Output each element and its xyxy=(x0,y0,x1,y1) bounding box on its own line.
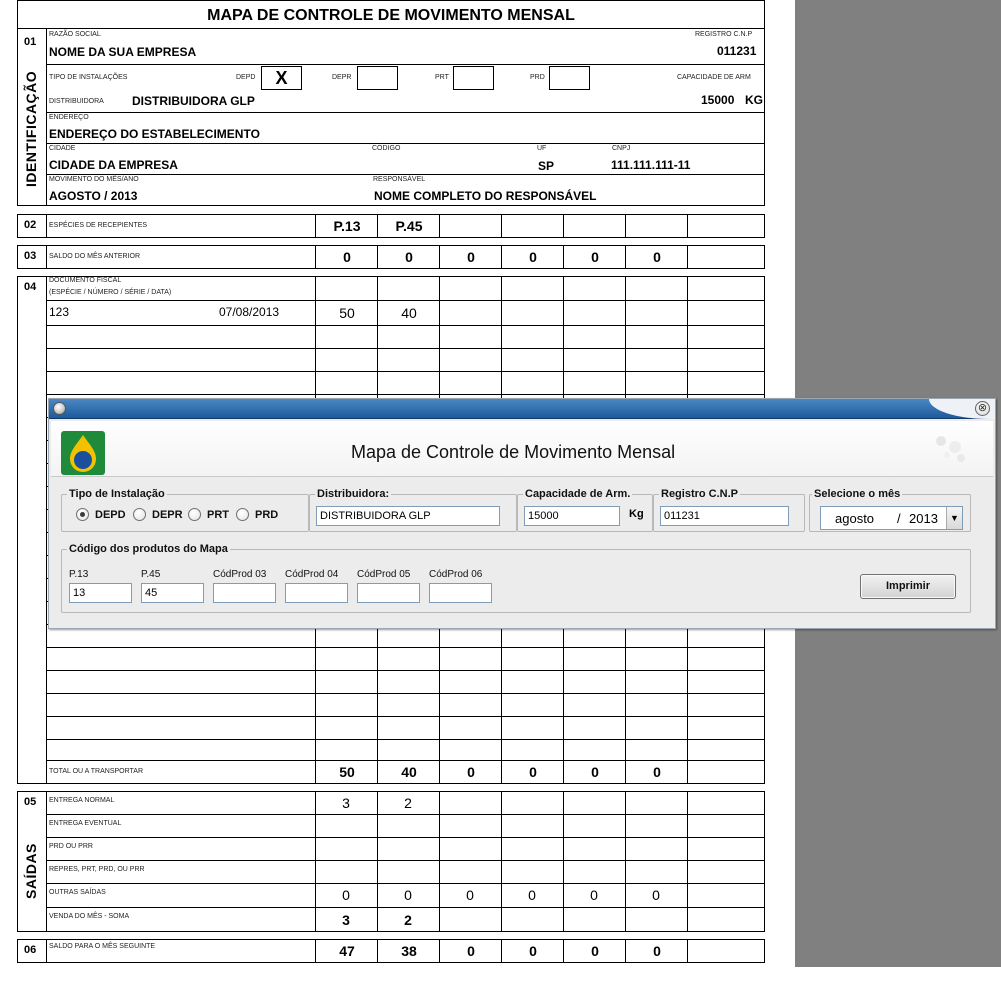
capacidade-unit-label: Kg xyxy=(629,508,644,520)
capacidade-unit: KG xyxy=(745,93,763,107)
saida-row-value: 0 xyxy=(590,887,598,903)
saldo-seguinte-value: 38 xyxy=(401,943,417,959)
movimento-value: AGOSTO / 2013 xyxy=(49,189,138,203)
radio-depd[interactable] xyxy=(76,508,89,521)
codigo-input-4[interactable] xyxy=(285,583,348,603)
cidade-label: CIDADE xyxy=(49,145,76,152)
razao-social-value: NOME DA SUA EMPRESA xyxy=(49,45,197,59)
form-title: MAPA DE CONTROLE DE MOVIMENTO MENSAL xyxy=(207,7,575,24)
tipo-instalacao-label: Tipo de Instalação xyxy=(69,488,165,500)
saldo-seguinte-cell xyxy=(687,939,749,963)
distribuidora-label: DISTRIBUIDORA xyxy=(49,98,104,105)
saldo-seguinte-cell xyxy=(315,939,377,963)
total-value: 0 xyxy=(653,764,661,780)
decoration-dots-icon xyxy=(931,433,971,463)
saida-row-value: 0 xyxy=(466,887,474,903)
saldo-seguinte-label: SALDO PARA O MÊS SEGUINTE xyxy=(49,943,156,950)
doc-fiscal-sub-label: (ESPÉCIE / NÚMERO / SÉRIE / DATA) xyxy=(49,289,172,296)
distribuidora-label: Distribuidora: xyxy=(317,488,390,500)
section-number-05: 05 xyxy=(24,796,37,808)
saida-row-label: VENDA DO MÊS - SOMA xyxy=(49,913,130,920)
total-label: TOTAL OU A TRANSPORTAR xyxy=(49,768,144,775)
endereco-label: ENDEREÇO xyxy=(49,114,89,121)
identificacao-side-label: IDENTIFICAÇÃO xyxy=(23,70,39,187)
especie-value: P.13 xyxy=(333,218,361,234)
saldo-anterior-value: 0 xyxy=(591,249,599,265)
saida-row-value: 0 xyxy=(404,887,412,903)
saldo-anterior-value: 0 xyxy=(653,249,661,265)
print-button[interactable]: Imprimir xyxy=(860,574,956,599)
saldo-seguinte-cell xyxy=(563,939,625,963)
responsavel-value: NOME COMPLETO DO RESPONSÁVEL xyxy=(374,189,597,203)
saida-row-value: 3 xyxy=(342,795,350,811)
movimento-label: MOVIMENTO DO MÊS/ANO xyxy=(49,176,139,183)
saida-row-label: REPRES, PRT, PRD, OU PRR xyxy=(49,866,145,873)
section-number-04: 04 xyxy=(24,281,37,293)
especie-value: P.45 xyxy=(395,218,423,234)
saldo-seguinte-value: 0 xyxy=(591,943,599,959)
radio-prd[interactable] xyxy=(236,508,249,521)
codigo-label: P.13 xyxy=(69,569,89,580)
saldo-seguinte-value: 0 xyxy=(653,943,661,959)
total-value: 0 xyxy=(467,764,475,780)
saldo-anterior-label: SALDO DO MÊS ANTERIOR xyxy=(49,253,141,260)
saldo-seguinte-cell xyxy=(501,939,563,963)
saida-row-label: OUTRAS SAÍDAS xyxy=(49,889,106,896)
codigo-input-2[interactable]: 45 xyxy=(141,583,204,603)
dialog-header xyxy=(51,421,993,477)
capacidade-value: 15000 xyxy=(701,93,735,107)
saldo-anterior-value: 0 xyxy=(343,249,351,265)
saida-row-label: ENTREGA EVENTUAL xyxy=(49,820,122,827)
radio-label-prt[interactable]: PRT xyxy=(207,509,229,521)
prt-label: PRT xyxy=(435,74,449,81)
radio-label-depr[interactable]: DEPR xyxy=(152,509,183,521)
tipo-instalacoes-label: TIPO DE INSTALAÇÕES xyxy=(49,74,128,81)
saldo-seguinte-cell xyxy=(377,939,439,963)
saldo-anterior-value: 0 xyxy=(405,249,413,265)
depd-checkbox: X xyxy=(261,66,302,90)
saida-row-value: 0 xyxy=(652,887,660,903)
codigo-label: CÓDIGO xyxy=(372,145,401,152)
saldo-anterior-value: 0 xyxy=(467,249,475,265)
saldo-seguinte-value: 0 xyxy=(467,943,475,959)
uf-value: SP xyxy=(538,159,555,173)
capacidade-label: CAPACIDADE DE ARM xyxy=(677,74,751,81)
total-value: 50 xyxy=(339,764,355,780)
anp-logo-icon xyxy=(61,431,105,475)
saida-row-value: 3 xyxy=(342,912,350,928)
radio-prt[interactable] xyxy=(188,508,201,521)
config-dialog-window xyxy=(48,398,996,629)
month-select[interactable] xyxy=(820,506,963,530)
year-value: 2013 xyxy=(909,511,938,526)
registro-value: 011231 xyxy=(717,44,757,58)
section-number-03: 03 xyxy=(24,250,37,262)
capacidade-label: Capacidade de Arm. xyxy=(525,488,631,500)
total-value: 0 xyxy=(529,764,537,780)
saida-row-value: 0 xyxy=(342,887,350,903)
saldo-seguinte-cell xyxy=(439,939,501,963)
saida-row-value: 2 xyxy=(404,795,412,811)
saldo-anterior-value: 0 xyxy=(529,249,537,265)
saldo-seguinte-value: 47 xyxy=(339,943,355,959)
depd-label: DEPD xyxy=(236,74,256,81)
registro-label: Registro C.N.P xyxy=(661,488,739,500)
especies-label: ESPÉCIES DE RECEPIENTES xyxy=(49,222,148,229)
depr-label: DEPR xyxy=(332,74,352,81)
codigo-label: CódProd 05 xyxy=(357,569,411,580)
mes-label: Selecione o mês xyxy=(814,488,901,500)
system-menu-icon[interactable] xyxy=(53,402,66,415)
prd-label: PRD xyxy=(530,74,545,81)
saidas-side-label: SAÍDAS xyxy=(23,843,39,899)
saida-row-label: ENTREGA NORMAL xyxy=(49,797,115,804)
section-number-02: 02 xyxy=(24,219,37,231)
dialog-title: Mapa de Controle de Movimento Mensal xyxy=(351,442,676,462)
endereco-value: ENDEREÇO DO ESTABELECIMENTO xyxy=(49,127,260,141)
saldo-seguinte-value: 0 xyxy=(529,943,537,959)
doc-row-numero: 123 xyxy=(49,305,70,319)
registro-input[interactable]: 011231 xyxy=(660,506,789,526)
close-button[interactable]: ⊗ xyxy=(975,401,990,416)
saldo-seguinte-cells xyxy=(315,939,765,963)
cnpj-value: 111.111.111-11 xyxy=(611,158,691,172)
total-value: 0 xyxy=(591,764,599,780)
month-separator: / xyxy=(897,511,901,526)
codigo-input-6[interactable] xyxy=(429,583,492,603)
razao-social-label: RAZÃO SOCIAL xyxy=(49,31,101,38)
codigo-label: P.45 xyxy=(141,569,161,580)
registro-label: REGISTRO C.N.P xyxy=(695,31,753,38)
codigo-input-3[interactable] xyxy=(213,583,276,603)
codigos-group xyxy=(61,549,971,613)
codigo-label: CódProd 03 xyxy=(213,569,267,580)
radio-label-depd[interactable]: DEPD xyxy=(95,509,126,521)
section-number-01: 01 xyxy=(24,36,37,48)
total-value: 40 xyxy=(401,764,417,780)
chevron-down-icon[interactable]: ▼ xyxy=(946,507,962,529)
capacidade-input[interactable]: 15000 xyxy=(524,506,620,526)
doc-row-value: 50 xyxy=(339,305,355,321)
cnpj-label: CNPJ xyxy=(612,145,631,152)
month-value: agosto xyxy=(835,511,875,526)
cidade-value: CIDADE DA EMPRESA xyxy=(49,158,178,172)
codigo-label: CódProd 04 xyxy=(285,569,339,580)
saida-row-value: 0 xyxy=(528,887,536,903)
section-number-06: 06 xyxy=(24,944,37,956)
distribuidora-value: DISTRIBUIDORA GLP xyxy=(132,94,255,108)
saldo-seguinte-cell xyxy=(625,939,687,963)
distribuidora-input[interactable]: DISTRIBUIDORA GLP xyxy=(316,506,500,526)
codigo-label: CódProd 06 xyxy=(429,569,483,580)
doc-row-data: 07/08/2013 xyxy=(219,305,280,319)
responsavel-label: RESPONSÁVEL xyxy=(373,176,426,183)
dialog-titlebar[interactable] xyxy=(49,399,995,419)
saida-row-label: PRD OU PRR xyxy=(49,843,93,850)
doc-fiscal-label: DOCUMENTO FISCAL xyxy=(49,277,122,284)
codigos-label: Código dos produtos do Mapa xyxy=(69,543,228,555)
codigo-input-1[interactable]: 13 xyxy=(69,583,132,603)
bottom-strip xyxy=(0,967,1001,999)
radio-label-prd[interactable]: PRD xyxy=(255,509,279,521)
doc-row-value: 40 xyxy=(401,305,417,321)
uf-label: UF xyxy=(537,145,547,152)
saida-row-value: 2 xyxy=(404,912,412,928)
radio-depr[interactable] xyxy=(133,508,146,521)
codigo-input-5[interactable] xyxy=(357,583,420,603)
